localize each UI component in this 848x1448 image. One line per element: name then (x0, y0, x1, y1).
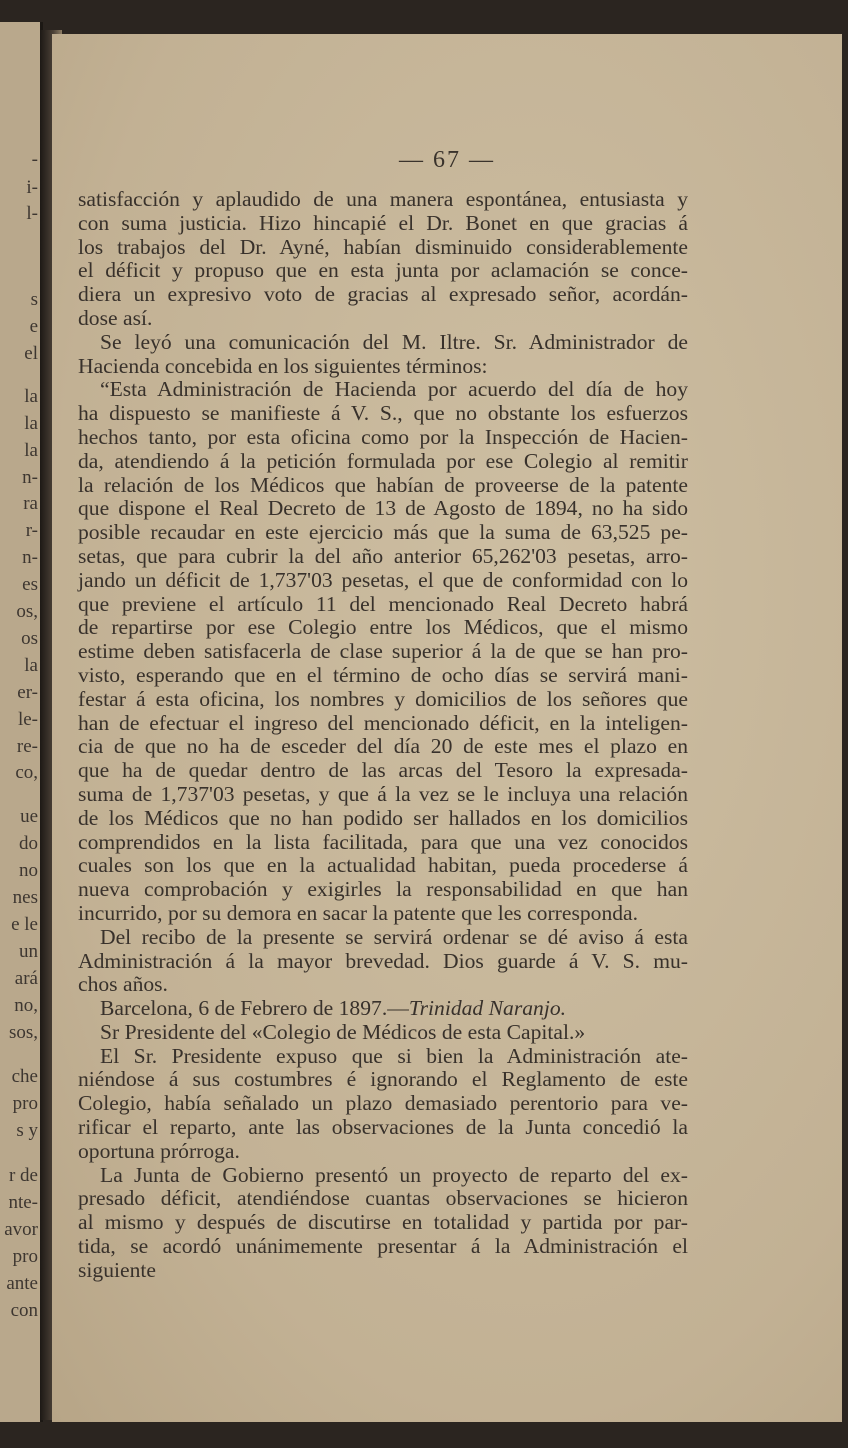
facing-page-fragment: ue (20, 806, 38, 827)
text-line: dose así. (78, 305, 153, 330)
facing-page-fragment: pro (12, 1093, 38, 1114)
text-line: el déficit y propuso que en esta junta por aclamación se conce- (78, 258, 688, 283)
facing-page-fragment: ará (14, 968, 38, 989)
facing-page-fragment: co, (15, 762, 38, 783)
facing-page-fragment: es (22, 574, 38, 595)
text-line: Del recibo de la presente se servirá ordenar se dé aviso á esta (100, 924, 688, 949)
text-line: estime deben satisfacerla de clase superior á la de que se han pro- (78, 639, 688, 664)
page-number: — 67 — (399, 147, 495, 173)
facing-page-fragment: nes (12, 887, 38, 908)
text-line: El Sr. Presidente expuso que si bien la Administración ate- (100, 1043, 688, 1068)
facing-page-fragment: che (11, 1066, 38, 1087)
facing-page-fragment: os (21, 628, 38, 649)
facing-page-fragment: no, (14, 995, 38, 1016)
facing-page-fragment: do (19, 833, 38, 854)
text-line: cuales son los que en la actualidad habitan, pueda procederse á (78, 853, 688, 878)
text-line: que dispone el Real Decreto de 13 de Agosto de 1894, no ha sido (78, 496, 688, 521)
text-line: los trabajos del Dr. Ayné, habían disminuido considerablemente (78, 234, 688, 259)
facing-page-fragment: un (19, 941, 38, 962)
text-line: jando un déficit de 1,737'03 pesetas, el que de conformidad con lo (78, 567, 688, 592)
facing-page-fragment: n- (22, 467, 38, 488)
text-line: chos años. (78, 972, 168, 997)
text-line: de los Médicos que no han podido ser hallados en los domicilios (78, 805, 688, 830)
text-line: hechos tanto, por esta oficina como por la Inspección de Hacien- (78, 424, 688, 449)
facing-page-fragment: el (24, 343, 38, 364)
text-line: satisfacción y aplaudido de una manera espontánea, entusiasta y (78, 187, 688, 211)
facing-page-fragment: le- (17, 709, 38, 730)
text-line: presado déficit, atendiéndose cuantas observaciones se hicieron (78, 1186, 688, 1211)
text-line: niéndose á sus costumbres é ignorando el Reglamento de este (78, 1067, 688, 1092)
facing-page-fragment: er- (17, 682, 38, 703)
text-line: posible recaudar en este ejercicio más que la suma de 63,525 pe- (78, 520, 688, 545)
facing-page-fragment: la (24, 655, 38, 676)
facing-page-fragment: os, (16, 601, 38, 622)
text-line: que previene el artículo 11 del mencionado Real Decreto habrá (78, 591, 688, 616)
text-line: la relación de los Médicos que habían de proveerse de la patente (78, 472, 688, 497)
facing-page-fragment: pro (12, 1246, 38, 1267)
facing-page-fragment: e le (11, 914, 38, 935)
text-line: nueva comprobación y exigirles la responsabilidad en que han (78, 877, 688, 902)
text-line: rificar el reparto, ante las observaciones de la Junta concedió la (78, 1115, 688, 1140)
text-line: suma de 1,737'03 pesetas, y que á la vez se le incluya una relación (78, 781, 688, 806)
facing-page-fragment: n- (22, 547, 38, 568)
facing-page-fragment: con (10, 1300, 38, 1321)
facing-page-fragment: r- (25, 520, 38, 541)
text-line: festar á esta oficina, los nombres y domicilios de los señores que (78, 686, 688, 711)
text-line: visto, esperando que en el término de ocho días se servirá mani- (78, 662, 688, 687)
facing-page-fragment: avor (4, 1219, 38, 1240)
facing-page-fragment: e (29, 316, 38, 337)
facing-page-fragment: no (19, 860, 38, 881)
text-line: que ha de quedar dentro de las arcas del Tesoro la expresada- (78, 758, 688, 783)
facing-page-fragment: sos, (8, 1022, 38, 1043)
facing-page-fragment: re- (16, 736, 38, 757)
facing-page-fragment: la (24, 413, 38, 434)
body-text (78, 188, 688, 1283)
facing-page-fragment: la (24, 440, 38, 461)
facing-page-fragment: - (31, 149, 38, 170)
text-line: Barcelona, 6 de Febrero de 1897.—Trinidad Naranjo. (100, 996, 567, 1021)
text-line: “Esta Administración de Hacienda por acuerdo del día de hoy (100, 377, 688, 402)
text-line: cia de que no ha de esceder del día 20 de este mes el plazo en (78, 734, 688, 759)
text-line: de repartirse por ese Colegio entre los Médicos, que el mismo (78, 615, 688, 640)
text-line: al mismo y después de discutirse en totalidad y partida por par- (78, 1210, 688, 1235)
text-line: da, atendiendo á la petición formulada por ese Colegio al remitir (78, 448, 688, 473)
facing-page-fragment: s y (16, 1120, 38, 1141)
text-line: setas, que para cubrir la del año anterior 65,262'03 pesetas, arro- (78, 543, 688, 568)
text-line: Sr Presidente del «Colegio de Médicos de esta Capital.» (100, 1019, 586, 1044)
text-line: han de efectuar el ingreso del mencionado déficit, en la inteligen- (78, 710, 688, 735)
text-line: comprendidos en la lista facilitada, para que una vez conocidos (78, 829, 688, 854)
facing-page-fragment: i- (26, 177, 38, 198)
facing-page-fragment: ra (23, 493, 38, 514)
text-line: oportuna prórroga. (78, 1138, 240, 1163)
text-line: La Junta de Gobierno presentó un proyecto de reparto del ex- (100, 1162, 688, 1187)
text-line: Colegio, había señalado un plazo demasiado perentorio para ve- (78, 1091, 688, 1116)
text-line: Hacienda concebida en los siguientes términos: (78, 353, 488, 378)
text-line: con suma justicia. Hizo hincapié el Dr. Bonet en que gracias á (78, 210, 688, 235)
facing-page-fragment: nte- (8, 1192, 38, 1213)
facing-page-fragment: r de (8, 1165, 38, 1186)
facing-page-edge (0, 22, 43, 1422)
signature: Trinidad Naranjo. (408, 996, 567, 1021)
text-line: ha dispuesto se manifieste á V. S., que no obstante los esfuerzos (78, 401, 688, 426)
text-line: Se leyó una comunicación del M. Iltre. Sr. Administrador de (100, 329, 688, 354)
facing-page-fragment: s (30, 289, 38, 310)
facing-page-fragment: ante (6, 1273, 38, 1294)
text-line: incurrido, por su demora en sacar la patente que les corresponda. (78, 900, 639, 925)
facing-page-fragment: l- (26, 203, 38, 224)
facing-page-fragment: la (24, 386, 38, 407)
text-line: siguiente (78, 1257, 156, 1282)
text-line: Administración á la mayor brevedad. Dios guarde á V. S. mu- (78, 948, 688, 973)
text-line: tida, se acordó unánimemente presentar á la Administración el (78, 1234, 688, 1259)
text-line: diera un expresivo voto de gracias al expresado señor, acordán- (78, 282, 688, 307)
book-page (52, 34, 842, 1422)
